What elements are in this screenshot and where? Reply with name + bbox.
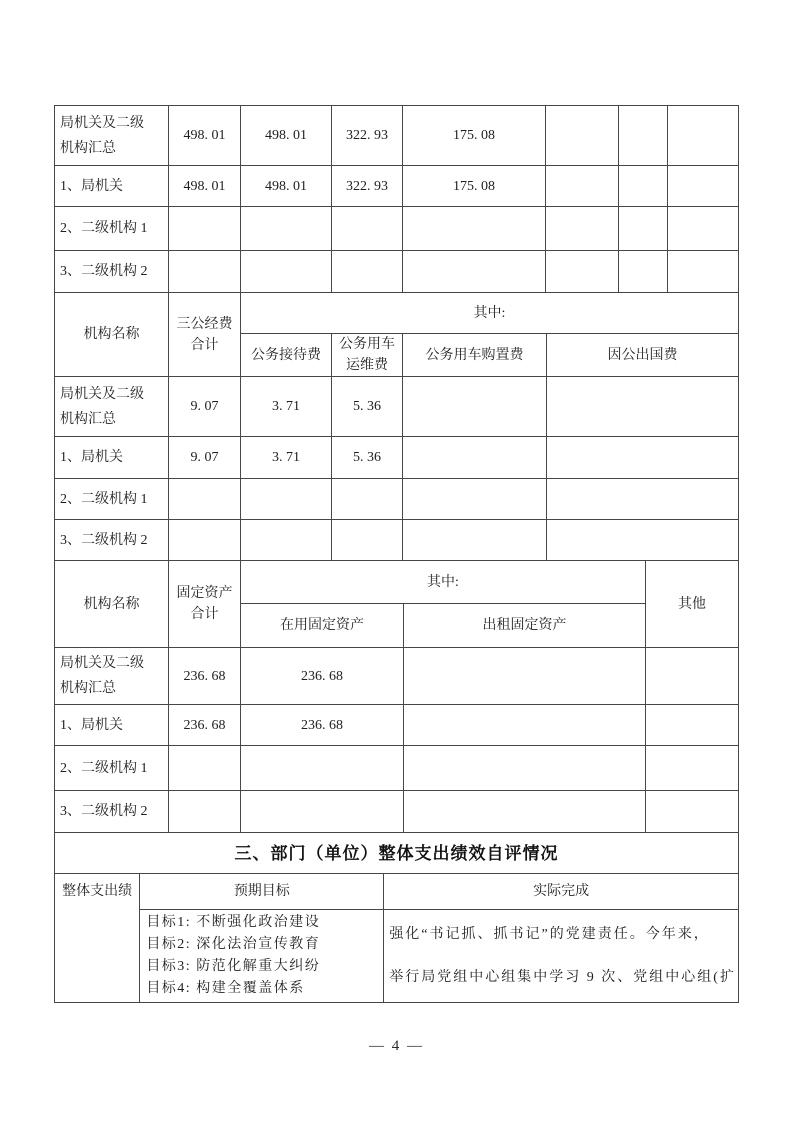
value-cell: 236. 68 bbox=[169, 648, 241, 705]
vehicle-maintenance-header: 公务用车 运维费 bbox=[332, 334, 403, 377]
value-cell bbox=[169, 207, 241, 251]
value-cell bbox=[668, 106, 739, 166]
fixed-assets-table bbox=[54, 560, 739, 833]
value-cell bbox=[404, 791, 646, 833]
value-cell bbox=[619, 251, 668, 293]
value-cell: 3. 71 bbox=[241, 437, 332, 479]
section-title-table bbox=[54, 832, 739, 874]
fixed-assets-total-header: 固定资产 合计 bbox=[169, 561, 241, 648]
org-name-header: 机构名称 bbox=[55, 293, 169, 377]
value-cell bbox=[646, 791, 739, 833]
value-cell bbox=[241, 791, 404, 833]
value-cell: 5. 36 bbox=[332, 437, 403, 479]
table-row bbox=[55, 166, 739, 207]
table-row bbox=[55, 251, 739, 293]
org-label-cell: 3、二级机构 2 bbox=[55, 791, 169, 833]
value-cell bbox=[668, 207, 739, 251]
three-public-total-header: 三公经费 合计 bbox=[169, 293, 241, 377]
value-cell: 322. 93 bbox=[332, 166, 403, 207]
value-cell bbox=[169, 251, 241, 293]
value-cell bbox=[404, 746, 646, 791]
value-cell: 322. 93 bbox=[332, 106, 403, 166]
table-row bbox=[55, 910, 739, 1003]
value-cell: 236. 68 bbox=[169, 705, 241, 746]
value-cell bbox=[169, 746, 241, 791]
page-number: — 4 — bbox=[369, 1038, 424, 1054]
value-cell: 498. 01 bbox=[169, 106, 241, 166]
value-cell: 9. 07 bbox=[169, 437, 241, 479]
value-cell: 175. 08 bbox=[403, 106, 546, 166]
value-cell bbox=[404, 705, 646, 746]
org-label-cell: 1、局机关 bbox=[55, 166, 169, 207]
value-cell bbox=[403, 479, 547, 520]
section-title: 三、部门（单位）整体支出绩效自评情况 bbox=[55, 833, 739, 874]
among-which-header: 其中: bbox=[241, 561, 646, 604]
value-cell: 236. 68 bbox=[241, 705, 404, 746]
value-cell bbox=[668, 166, 739, 207]
org-label-cell: 3、二级机构 2 bbox=[55, 520, 169, 561]
value-cell bbox=[403, 207, 546, 251]
org-label-cell: 局机关及二级 机构汇总 bbox=[55, 648, 169, 705]
performance-table bbox=[54, 873, 739, 1003]
value-cell bbox=[646, 705, 739, 746]
value-cell bbox=[404, 648, 646, 705]
header-row bbox=[55, 293, 739, 334]
org-label-cell: 2、二级机构 1 bbox=[55, 479, 169, 520]
value-cell: 498. 01 bbox=[241, 166, 332, 207]
value-cell bbox=[546, 251, 619, 293]
value-cell bbox=[403, 520, 547, 561]
table-row bbox=[55, 437, 739, 479]
value-cell bbox=[241, 251, 332, 293]
header-row bbox=[55, 561, 739, 604]
performance-row-header: 整体支出绩 bbox=[55, 874, 140, 1003]
value-cell bbox=[668, 251, 739, 293]
value-cell bbox=[619, 166, 668, 207]
reception-fee-header: 公务接待费 bbox=[241, 334, 332, 377]
value-cell: 3. 71 bbox=[241, 377, 332, 437]
value-cell bbox=[169, 520, 241, 561]
rented-assets-header: 出租固定资产 bbox=[404, 604, 646, 648]
three-public-expense-table bbox=[54, 292, 739, 561]
value-cell bbox=[646, 746, 739, 791]
table-row bbox=[55, 520, 739, 561]
value-cell: 175. 08 bbox=[403, 166, 546, 207]
org-label-cell: 2、二级机构 1 bbox=[55, 207, 169, 251]
value-cell bbox=[547, 437, 739, 479]
value-cell bbox=[619, 207, 668, 251]
value-cell bbox=[332, 479, 403, 520]
org-label-cell: 3、二级机构 2 bbox=[55, 251, 169, 293]
org-label-cell: 2、二级机构 1 bbox=[55, 746, 169, 791]
in-use-assets-header: 在用固定资产 bbox=[241, 604, 404, 648]
org-label-cell: 1、局机关 bbox=[55, 705, 169, 746]
value-cell bbox=[241, 520, 332, 561]
value-cell bbox=[546, 166, 619, 207]
table-row bbox=[55, 746, 739, 791]
value-cell: 236. 68 bbox=[241, 648, 404, 705]
vehicle-purchase-header: 公务用车购置费 bbox=[403, 334, 547, 377]
value-cell bbox=[332, 251, 403, 293]
section-title-row bbox=[55, 833, 739, 874]
table-row bbox=[55, 479, 739, 520]
table-row bbox=[55, 207, 739, 251]
value-cell bbox=[403, 377, 547, 437]
value-cell bbox=[332, 520, 403, 561]
table-row bbox=[55, 791, 739, 833]
org-label-cell: 局机关及二级 机构汇总 bbox=[55, 377, 169, 437]
actual-completion-cell: 强化“书记抓、抓书记”的党建责任。今年来， 举行局党组中心组集中学习 9 次、党组中心组(扩 bbox=[384, 910, 739, 1003]
table-row bbox=[55, 377, 739, 437]
expected-goals-cell: 目标1: 不断强化政治建设 目标2: 深化法治宣传教育 目标3: 防范化解重大纠纷 目标4: 构建全覆盖体系 bbox=[140, 910, 384, 1003]
value-cell bbox=[619, 106, 668, 166]
value-cell bbox=[646, 648, 739, 705]
table-row bbox=[55, 648, 739, 705]
value-cell bbox=[547, 377, 739, 437]
table-row bbox=[55, 106, 739, 166]
document-tables bbox=[54, 105, 739, 1003]
value-cell bbox=[546, 106, 619, 166]
value-cell bbox=[169, 791, 241, 833]
among-which-header: 其中: bbox=[241, 293, 739, 334]
value-cell: 9. 07 bbox=[169, 377, 241, 437]
table-row bbox=[55, 705, 739, 746]
value-cell: 498. 01 bbox=[241, 106, 332, 166]
value-cell bbox=[403, 251, 546, 293]
abroad-fee-header: 因公出国费 bbox=[547, 334, 739, 377]
header-row bbox=[55, 874, 739, 910]
expected-goal-header: 预期目标 bbox=[140, 874, 384, 910]
value-cell bbox=[241, 746, 404, 791]
actual-completion-header: 实际完成 bbox=[384, 874, 739, 910]
value-cell bbox=[546, 207, 619, 251]
value-cell bbox=[547, 479, 739, 520]
other-header: 其他 bbox=[646, 561, 739, 648]
org-label-cell: 局机关及二级 机构汇总 bbox=[55, 106, 169, 166]
value-cell bbox=[547, 520, 739, 561]
value-cell: 498. 01 bbox=[169, 166, 241, 207]
value-cell bbox=[241, 207, 332, 251]
org-label-cell: 1、局机关 bbox=[55, 437, 169, 479]
value-cell bbox=[241, 479, 332, 520]
value-cell bbox=[403, 437, 547, 479]
value-cell bbox=[332, 207, 403, 251]
budget-continuation-table bbox=[54, 105, 739, 293]
org-name-header: 机构名称 bbox=[55, 561, 169, 648]
value-cell: 5. 36 bbox=[332, 377, 403, 437]
value-cell bbox=[169, 479, 241, 520]
